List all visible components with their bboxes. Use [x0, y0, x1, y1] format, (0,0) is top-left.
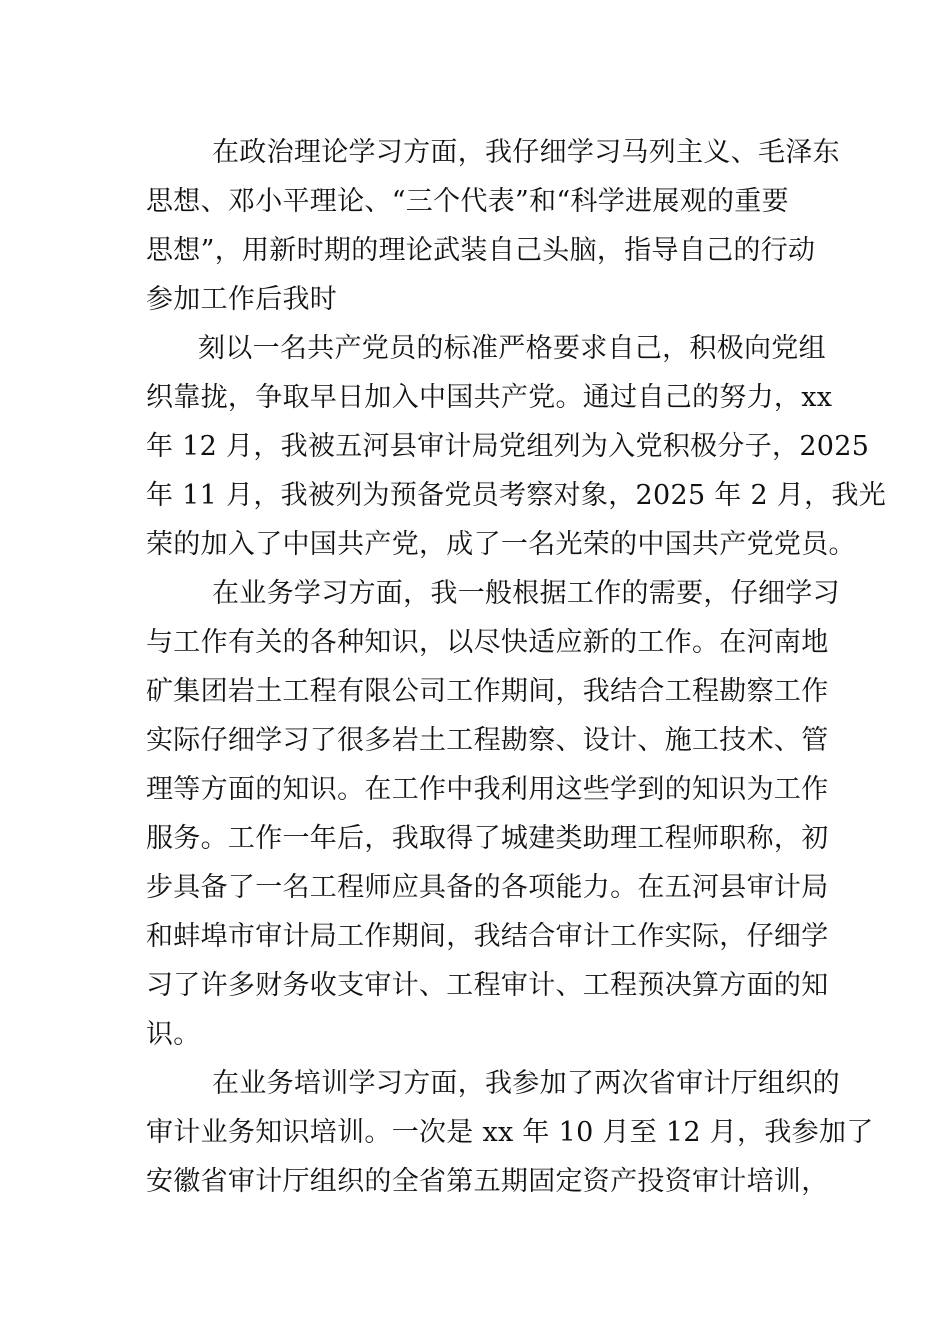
text-line: 年 12 月，我被五河县审计局党组列为入党积极分子，2025 — [146, 431, 870, 462]
paragraph-political-study — [146, 128, 840, 324]
paragraph-training-study — [146, 1059, 874, 1206]
text-line: 服务。工作一年后，我取得了城建类助理工程师职称，初 — [146, 823, 829, 854]
text-line: 参加工作后我时 — [146, 284, 338, 315]
text-line: 织靠拢，争取早日加入中国共产党。通过自己的努力，xx — [146, 382, 833, 413]
text-line: 在业务培训学习方面，我参加了两次省审计厅组织的 — [212, 1068, 840, 1099]
text-line: 在政治理论学习方面，我仔细学习马列主义、毛泽东 — [212, 137, 840, 168]
text-line: 年 11 月，我被列为预备党员考察对象，2025 年 2 月，我光 — [146, 480, 887, 511]
text-line: 审计业务知识培训。一次是 xx 年 10 月至 12 月，我参加了 — [146, 1117, 874, 1148]
text-line: 理等方面的知识。在工作中我利用这些学到的知识为工作 — [146, 774, 829, 805]
text-line: 实际仔细学习了很多岩土工程勘察、设计、施工技术、管 — [146, 725, 829, 756]
text-line: 安徽省审计厅组织的全省第五期固定资产投资审计培训， — [146, 1166, 829, 1197]
text-line: 习了许多财务收支审计、工程审计、工程预决算方面的知 — [146, 970, 829, 1001]
paragraph-business-study — [146, 569, 840, 1059]
text-line: 思想、邓小平理论、“三个代表”和“科学进展观的重要 — [146, 186, 789, 217]
text-line: 与工作有关的各种知识，以尽快适应新的工作。在河南地 — [146, 627, 829, 658]
text-line: 荣的加入了中国共产党，成了一名光荣的中国共产党党员。 — [146, 529, 856, 560]
text-line: 和蚌埠市审计局工作期间，我结合审计工作实际，仔细学 — [146, 921, 829, 952]
text-line: 思想”，用新时期的理论武装自己头脑，指导自己的行动 — [146, 235, 816, 266]
text-line: 在业务学习方面，我一般根据工作的需要，仔细学习 — [212, 578, 840, 609]
text-line: 识。 — [146, 1019, 201, 1050]
text-line: 刻以一名共产党员的标准严格要求自己，积极向党组 — [198, 333, 826, 364]
document-body — [146, 128, 887, 1206]
text-line: 步具备了一名工程师应具备的各项能力。在五河县审计局 — [146, 872, 829, 903]
paragraph-party-membership — [146, 324, 887, 569]
text-line: 矿集团岩土工程有限公司工作期间，我结合工程勘察工作 — [146, 676, 829, 707]
